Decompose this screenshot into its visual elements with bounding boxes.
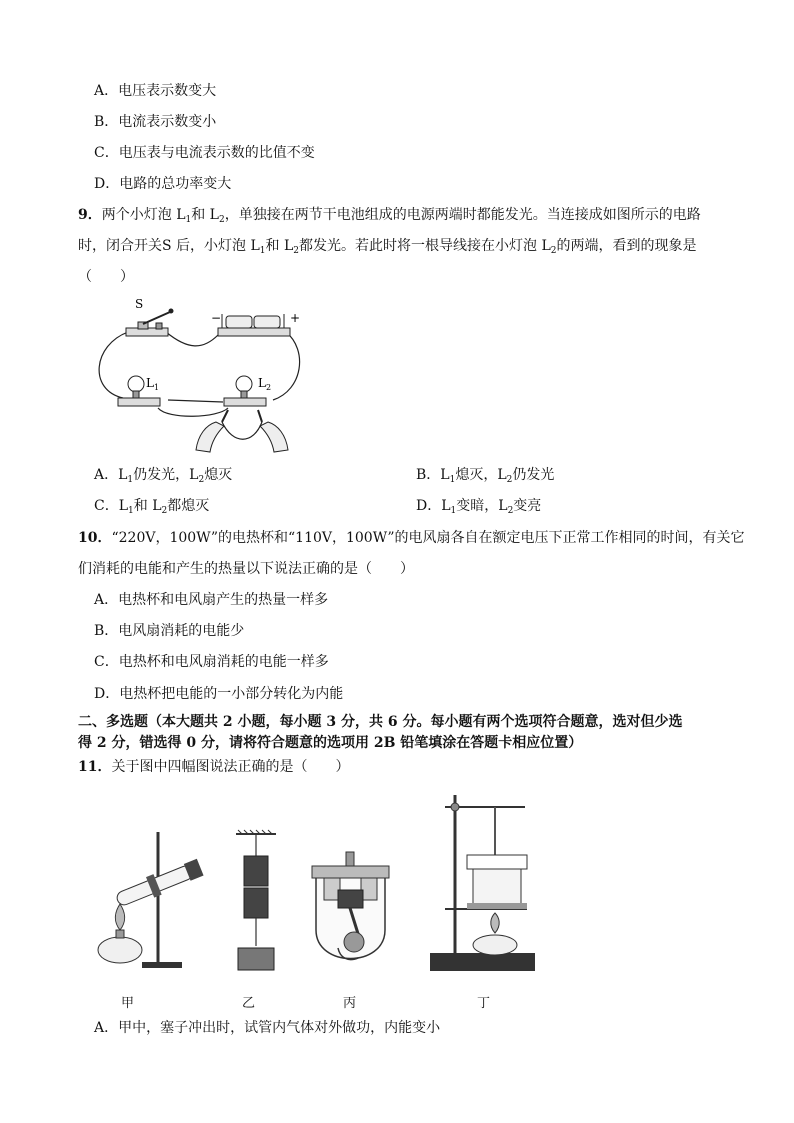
- circuit-figure: [88, 290, 318, 460]
- lid: [467, 855, 527, 869]
- piston: [338, 890, 363, 908]
- figure-bing-engine: [308, 850, 393, 980]
- q10-number: 10．: [78, 530, 112, 546]
- caption-ding: 丁: [477, 996, 491, 1011]
- lead-block-bottom: [244, 888, 268, 918]
- q9-stem-line-2: 时，闭合开关S 后，小灯泡 $L_1$和 $L_2$都发光。若此时将一根导线接在小灯泡 $L_2$的两端，看到的现象是: [78, 238, 697, 256]
- wire-bottom: [158, 408, 228, 416]
- stand-base: [142, 962, 182, 968]
- q9-number: 9．: [78, 207, 102, 223]
- section-2-heading-line-1: 二、多选题（本大题共 2 小题，每小题 3 分，共 6 分。每小题有两个选项符合题意，选对但少选: [78, 714, 683, 730]
- figure-yi-lead-blocks: [228, 828, 280, 976]
- q9-option-b: B．$L_1$熄灭，$L_2$仍发光: [416, 467, 555, 485]
- stand-base: [430, 953, 535, 971]
- q10-option-c: C．电热杯和电风扇消耗的电能一样多: [94, 654, 329, 670]
- caption-jia: 甲: [121, 996, 135, 1011]
- q11-option-a: A．甲中，塞子冲出时，试管内气体对外做功，内能变小: [94, 1020, 441, 1036]
- switch-label: S: [135, 297, 144, 311]
- crankshaft: [344, 932, 364, 952]
- lamp-l2-label: $L_2$: [258, 376, 272, 392]
- q9-stem-line-1: 9．两个小灯泡 $L_1$和 $L_2$，单独接在两节干电池组成的电源两端时都能发光。当连接成如图所示的电路: [78, 207, 701, 225]
- q11-number: 11．: [78, 759, 112, 775]
- caption-bing: 丙: [343, 996, 357, 1011]
- hands-holding-wire-icon: [196, 410, 288, 452]
- q9-option-d: D．$L_1$变暗，$L_2$变亮: [416, 498, 542, 516]
- flame-icon: [115, 904, 124, 930]
- caption-yi: 乙: [242, 996, 256, 1011]
- q8-option-c: C．电压表与电流表示数的比值不变: [94, 145, 315, 161]
- q8-option-d: D．电路的总功率变大: [94, 176, 232, 192]
- q8-option-b: B．电流表示数变小: [94, 114, 217, 130]
- q9-answer-blank: （ ）: [78, 269, 134, 285]
- battery-plus-label: +: [290, 311, 301, 325]
- figure-jia-test-tube: [92, 822, 217, 972]
- battery-icon: [218, 314, 290, 336]
- cylinder-head: [312, 866, 389, 878]
- wire-left: [99, 332, 128, 398]
- q9-option-c: C．$L_1$和 $L_2$都熄灭: [94, 498, 210, 516]
- spark-plug-icon: [346, 852, 354, 866]
- q9-option-a: A．$L_1$仍发光，$L_2$熄灭: [94, 467, 233, 485]
- q8-option-a: A．电压表示数变大: [94, 83, 217, 99]
- alcohol-lamp-icon: [98, 904, 142, 963]
- section-2-heading-line-2: 得 2 分，错选得 0 分，请将符合题意的选项用 2B 铅笔填涂在答题卡相应位置）: [78, 735, 583, 751]
- q11-stem: 11．关于图中四幅图说法正确的是（ ）: [78, 759, 350, 775]
- wire-lamps: [168, 400, 223, 402]
- q10-option-b: B．电风扇消耗的电能少: [94, 623, 245, 639]
- figure-ding-beaker-stand: [425, 785, 540, 980]
- flame-icon: [491, 913, 499, 933]
- q10-option-a: A．电热杯和电风扇产生的热量一样多: [94, 592, 329, 608]
- q10-option-d: D．电热杯把电能的一小部分转化为内能: [94, 686, 344, 702]
- battery-minus-label: −: [211, 311, 222, 325]
- lamp-l1-label: $L_1$: [146, 376, 160, 392]
- q10-stem-line-1: 10．“220V，100W”的电热杯和“110V，100W”的电风扇各自在额定电压下正常工作相同的时间，有关它: [78, 530, 745, 546]
- lead-block-top: [244, 856, 268, 886]
- wire-right: [273, 332, 300, 400]
- beaker-icon: [473, 869, 521, 905]
- q10-stem-line-2: 们消耗的电能和产生的热量以下说法正确的是（ ）: [78, 561, 414, 577]
- switch-icon: [126, 309, 174, 337]
- weight: [238, 948, 274, 970]
- alcohol-lamp-icon: [473, 935, 517, 955]
- wire-switch-battery: [166, 332, 218, 346]
